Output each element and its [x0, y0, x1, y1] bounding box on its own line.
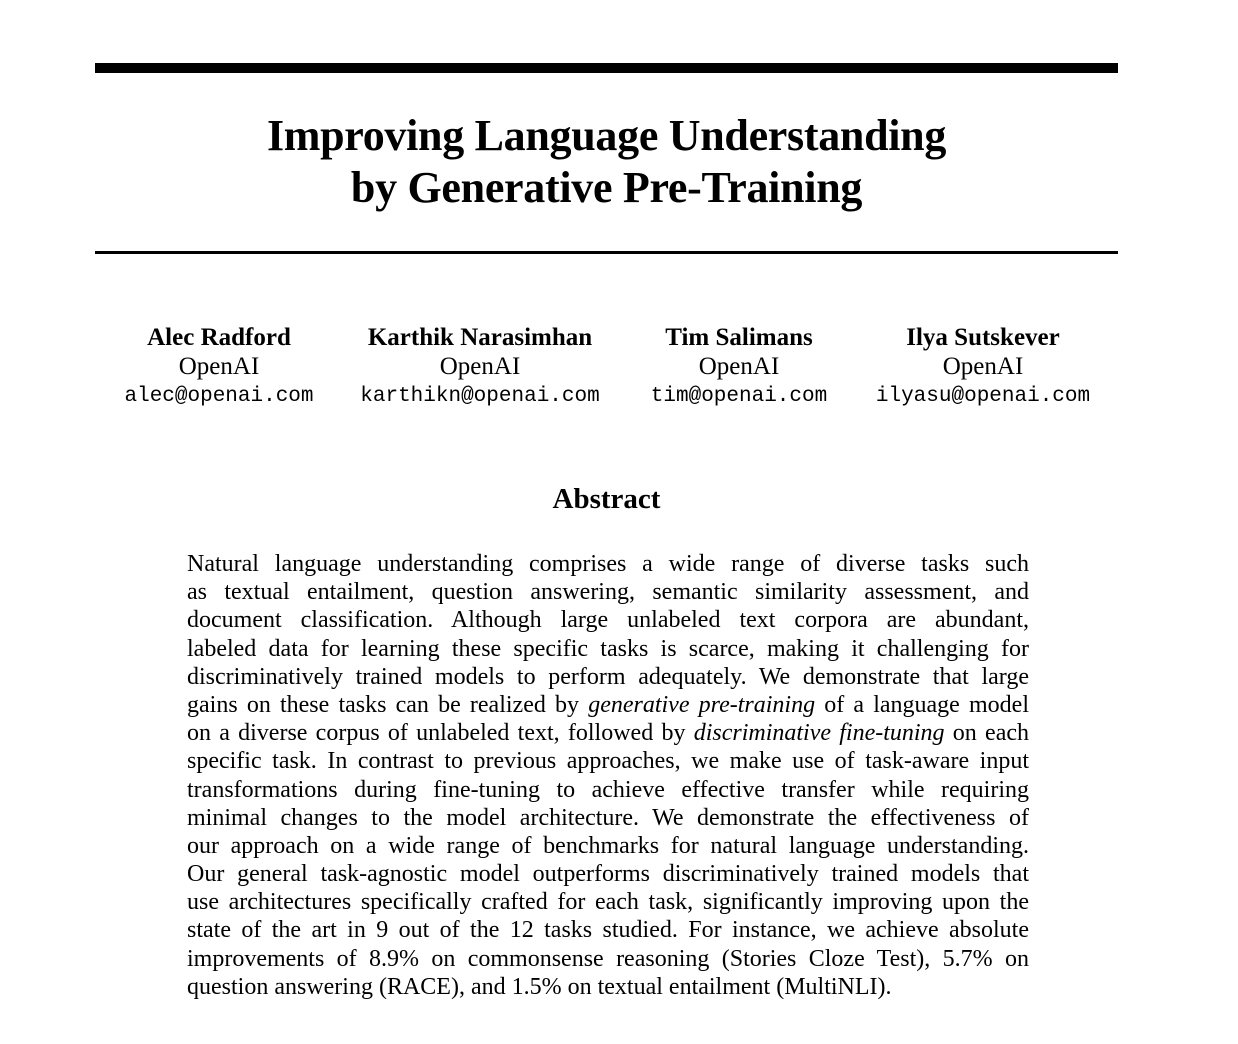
author-name: Ilya Sutskever: [906, 324, 1060, 351]
author-block: [95, 323, 1118, 423]
abstract-line: state of the art in 9 out of the 12 tasks studied. For instance, we achieve absolute: [187, 917, 1029, 944]
author-name: Karthik Narasimhan: [367, 324, 593, 351]
author-ilya-sutskever: [867, 323, 1099, 413]
abstract-line: use architectures specifically crafted for each task, significantly improving upon the: [187, 889, 1029, 916]
emphasis-discriminative-fine-tuning: discriminative fine-tuning: [693, 720, 945, 747]
author-email: ilyasu@openai.com: [875, 385, 1091, 408]
bottom-title-rule: [95, 251, 1118, 254]
emphasis-generative-pre-training: generative pre-training: [588, 691, 816, 718]
abstract-line: transformations during fine-tuning to achieve effective transfer while requiring: [187, 776, 1029, 803]
author-affiliation: OpenAI: [942, 353, 1024, 380]
author-name: Tim Salimans: [665, 324, 813, 351]
author-affiliation: OpenAI: [439, 353, 521, 380]
abstract-heading: Abstract: [552, 483, 661, 515]
abstract-line: Our general task-agnostic model outperforms discriminatively trained models that: [187, 861, 1029, 888]
abstract-line: our approach on a wide range of benchmarks for natural language understanding.: [187, 832, 1029, 859]
abstract-line: labeled data for learning these specific tasks is scarce, making it challenging for: [187, 635, 1029, 662]
author-karthik-narasimhan: [350, 323, 610, 413]
paper-title: [95, 110, 1118, 214]
author-affiliation: OpenAI: [698, 353, 780, 380]
author-email: tim@openai.com: [650, 385, 828, 408]
abstract-line: question answering (RACE), and 1.5% on textual entailment (MultiNLI).: [187, 973, 892, 1000]
author-affiliation: OpenAI: [178, 353, 260, 380]
author-email: karthikn@openai.com: [360, 385, 600, 408]
author-alec-radford: [113, 323, 325, 413]
title-line-1: Improving Language Understanding: [266, 111, 947, 160]
top-title-rule: [95, 63, 1118, 73]
author-email: alec@openai.com: [124, 385, 314, 408]
abstract-line: gains on these tasks can be realized by generative pre-training of a language model: [187, 691, 1029, 718]
abstract-line: minimal changes to the model architecture. We demonstrate the effectiveness of: [187, 804, 1029, 831]
abstract-line: as textual entailment, question answering, semantic similarity assessment, and: [187, 579, 1029, 606]
title-line-2: by Generative Pre-Training: [350, 163, 863, 212]
abstract-line: improvements of 8.9% on commonsense reasoning (Stories Cloze Test), 5.7% on: [187, 945, 1029, 972]
abstract-line: specific task. In contrast to previous approaches, we make use of task-aware input: [187, 748, 1029, 775]
author-tim-salimans: [641, 323, 837, 413]
abstract-line: Natural language understanding comprises a wide range of diverse tasks such: [187, 551, 1029, 577]
abstract-line: document classification. Although large unlabeled text corpora are abundant,: [187, 607, 1029, 634]
author-name: Alec Radford: [147, 324, 291, 351]
abstract-line: on a diverse corpus of unlabeled text, followed by discriminative fine-tuning on each: [187, 720, 1029, 747]
abstract-line: discriminatively trained models to perform adequately. We demonstrate that large: [187, 663, 1029, 690]
abstract-body: [187, 550, 1029, 1001]
